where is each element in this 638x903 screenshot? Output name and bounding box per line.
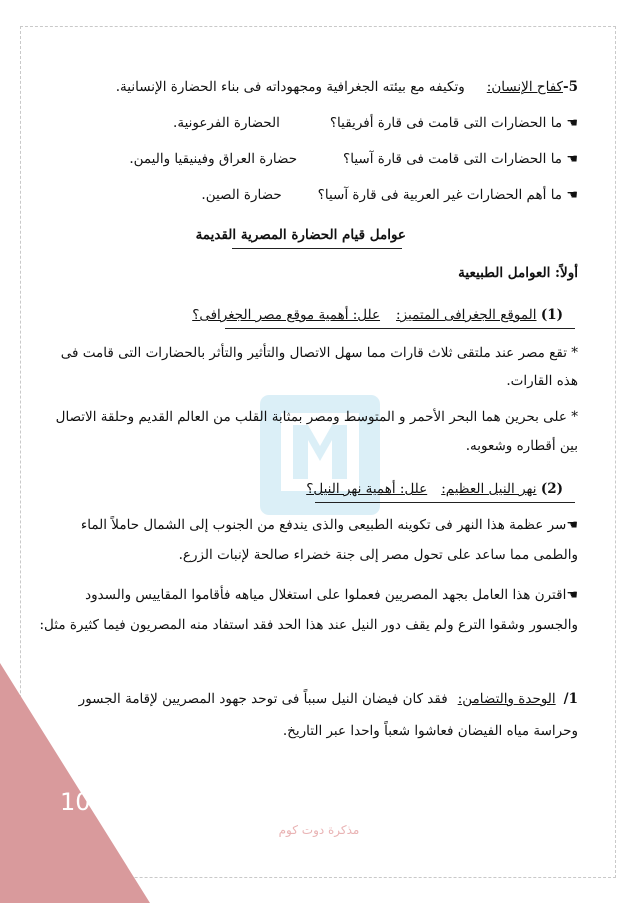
paragraph bbox=[85, 586, 578, 605]
paragraph: هذه القارات. bbox=[506, 373, 578, 389]
paragraph-unity bbox=[79, 690, 578, 708]
question-non-arab bbox=[201, 186, 578, 205]
paragraph: بين أقطاره وشعوبه. bbox=[465, 438, 578, 454]
item-text: وتكيفه مع بيئته الجغرافية ومجهوداته فى بناء الحضارة الإنسانية. bbox=[115, 79, 465, 95]
item-number: 5- bbox=[562, 79, 578, 95]
question-text: ما أهم الحضارات غير العربية فى قارة آسيا؟ bbox=[317, 187, 563, 203]
answer-text: الحضارة الفرعونية. bbox=[173, 115, 280, 131]
factor-location bbox=[192, 306, 563, 324]
question-text: ما الحضارات التى قامت فى قارة آسيا؟ bbox=[343, 151, 563, 167]
hand-pointing-icon: ☚ bbox=[566, 188, 578, 203]
paragraph: وحراسة مياه الفيضان فعاشوا شعباً واحدا عبر التاريخ. bbox=[282, 723, 578, 739]
hand-pointing-icon: ☚ bbox=[566, 152, 578, 167]
item-number: 1/ bbox=[563, 691, 578, 707]
title-underline bbox=[232, 248, 402, 249]
paragraph: والطمى مما ساعد على تحول مصر إلى جنة خضراء صالحة لإنبات الزرع. bbox=[178, 547, 578, 563]
hand-pointing-icon: ☚ bbox=[566, 588, 578, 603]
item-heading: كفاح الإنسان: bbox=[486, 79, 563, 95]
section-heading: أولاً: العوامل الطبيعية bbox=[458, 265, 578, 281]
divider bbox=[225, 328, 575, 329]
question-text: ما الحضارات التى قامت فى قارة أفريقيا؟ bbox=[329, 115, 563, 131]
factor-question: علل: أهمية موقع مصر الجغرافى؟ bbox=[192, 307, 381, 323]
answer-text: حضارة العراق وفينيقيا واليمن. bbox=[129, 151, 298, 167]
hand-pointing-icon: ☚ bbox=[566, 116, 578, 131]
factor-question: علل: أهمية نهر النيل؟ bbox=[306, 481, 428, 497]
section-title: عوامل قيام الحضارة المصرية القديمة bbox=[195, 227, 406, 243]
factor-number: (1) bbox=[540, 307, 563, 323]
factor-number: (2) bbox=[540, 481, 563, 497]
answer-text: حضارة الصين. bbox=[201, 187, 282, 203]
divider bbox=[315, 502, 575, 503]
page-number: 10 bbox=[60, 788, 91, 816]
item-text: فقد كان فيضان النيل سبباً فى توحد جهود المصريين لإقامة الجسور bbox=[78, 691, 448, 707]
footer-watermark: مذكرة دوت كوم bbox=[278, 823, 360, 837]
paragraph: والجسور وشقوا الترع ولم يقف دور النيل عند هذا الحد فقد استفاد منه المصريون فيما كثيرة مثل: bbox=[39, 617, 578, 633]
item-heading: الوحدة والتضامن: bbox=[457, 691, 556, 707]
paragraph-text: سر عظمة هذا النهر فى تكوينه الطبيعى والذى يندفع من الجنوب إلى الشمال حاملاً الماء bbox=[80, 517, 567, 533]
paragraph: * تقع مصر عند ملتقى ثلاث قارات مما سهل الاتصال والتأثير والتأثر بالحضارات التى قامت فى bbox=[60, 345, 578, 361]
question-asia bbox=[129, 150, 578, 169]
paragraph-text: اقترن هذا العامل بجهد المصريين فعملوا على استغلال مياهه فأقاموا المقاييس والسدود bbox=[85, 587, 567, 603]
line-5 bbox=[116, 78, 578, 96]
corner-decoration bbox=[0, 663, 150, 903]
paragraph bbox=[81, 516, 578, 535]
factor-title: نهر النيل العظيم: bbox=[441, 481, 537, 497]
factor-title: الموقع الجغرافى المتميز: bbox=[396, 307, 537, 323]
hand-pointing-icon: ☚ bbox=[566, 518, 578, 533]
factor-nile bbox=[306, 480, 563, 498]
watermark-logo bbox=[245, 380, 395, 530]
question-africa bbox=[173, 114, 578, 133]
paragraph: * على بحرين هما البحر الأحمر و المتوسط ومصر بمثابة القلب من العالم القديم وحلقة الاتصال bbox=[55, 409, 578, 425]
